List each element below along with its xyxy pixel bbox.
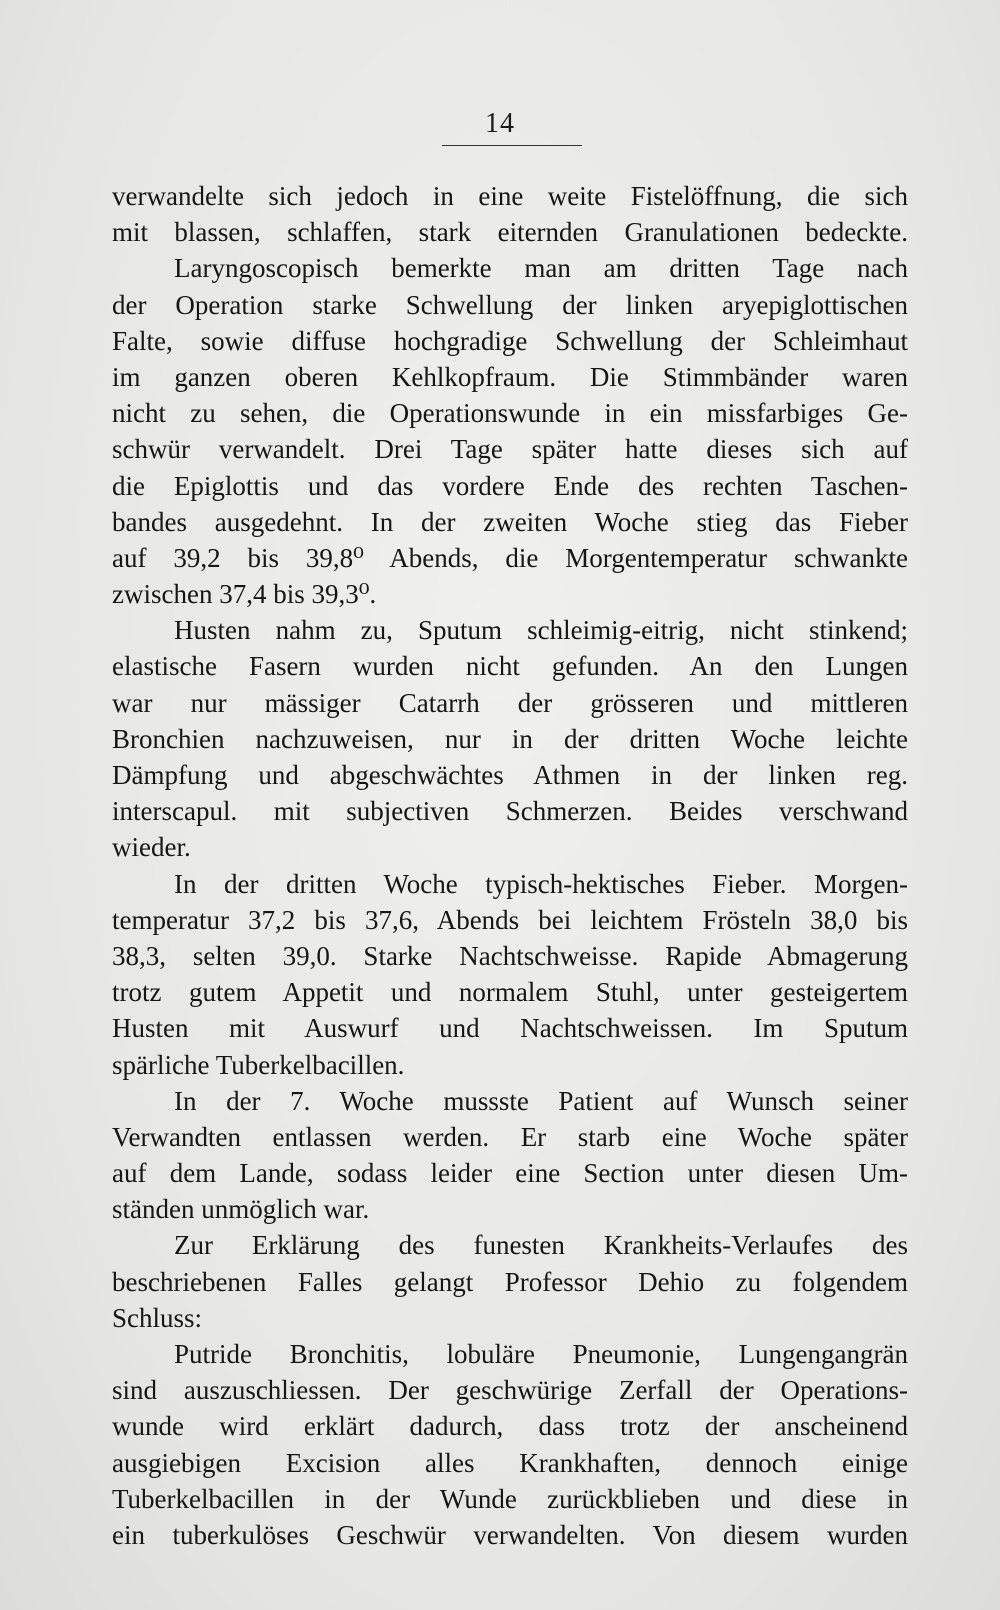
text-line: sind auszuschliessen. Der geschwürige Zerfall der Operations- [112, 1375, 908, 1406]
text-line: war nur mässiger Catarrh der grösseren und mittleren [112, 687, 908, 718]
text-line: auf dem Lande, sodass leider eine Section unter diesen Um- [112, 1158, 908, 1189]
text-line: 38,3, selten 39,0. Starke Nachtschweisse. Rapide Abmagerung [112, 940, 908, 971]
text-line: wieder. [112, 832, 191, 863]
text-line: Falte, sowie diffuse hochgradige Schwellung der Schleimhaut [112, 325, 908, 356]
text-line: ausgiebigen Excision alles Krankhaften, dennoch einige [112, 1447, 908, 1478]
text-line: ständen unmöglich war. [112, 1194, 370, 1225]
text-line: Husten mit Auswurf und Nachtschweissen. Im Sputum [112, 1013, 908, 1044]
text-line: wunde wird erklärt dadurch, dass trotz der anscheinend [112, 1411, 908, 1442]
text-line: Dämpfung und abgeschwächtes Athmen in der linken reg. [112, 760, 908, 790]
text-line: Bronchien nachzuweisen, nur in der dritten Woche leichte [112, 723, 908, 754]
text-line: die Epiglottis und das vordere Ende des rechten Taschen- [112, 470, 908, 501]
text-line: bandes ausgedehnt. In der zweiten Woche stieg das Fieber [112, 506, 908, 537]
text-line: ein tuberkulöses Geschwür verwandelten. Von diesem wurden [112, 1519, 908, 1550]
text-line: beschriebenen Falles gelangt Professor Dehio zu folgendem [112, 1266, 908, 1297]
body-text [112, 178, 908, 1553]
text-line: Verwandten entlassen werden. Er starb eine Woche später [112, 1121, 908, 1152]
text-line: zwischen 37,4 bis 39,3⁰. [112, 579, 377, 610]
text-line: schwür verwandelt. Drei Tage später hatte dieses sich auf [112, 434, 908, 465]
text-line: Zur Erklärung des funesten Krankheits-Verlaufes des [174, 1230, 908, 1261]
text-line: Husten nahm zu, Sputum schleimig-eitrig, nicht stinkend; [174, 615, 908, 646]
text-line: der Operation starke Schwellung der linken aryepiglottischen [112, 289, 908, 320]
text-line: mit blassen, schlaffen, stark eiternden Granulationen bedeckte. [112, 217, 908, 248]
text-line: elastische Fasern wurden nicht gefunden. An den Lungen [112, 651, 908, 682]
text-line: verwandelte sich jedoch in eine weite Fistelöffnung, die sich [112, 181, 908, 211]
text-line: trotz gutem Appetit und normalem Stuhl, unter gesteigertem [112, 977, 908, 1008]
text-line: In der dritten Woche typisch-hektisches Fieber. Morgen- [174, 868, 908, 899]
page-number: 14 [485, 108, 515, 139]
text-line: im ganzen oberen Kehlkopfraum. Die Stimmbänder waren [112, 361, 908, 392]
text-line: spärliche Tuberkelbacillen. [112, 1049, 405, 1080]
text-line: interscapul. mit subjectiven Schmerzen. Beides verschwand [112, 796, 908, 827]
text-line: Laryngoscopisch bemerkte man am dritten Tage nach [174, 253, 908, 284]
text-line: Schluss: [112, 1302, 203, 1333]
text-line: Tuberkelbacillen in der Wunde zurückblieben und diese in [112, 1483, 908, 1514]
text-line: Putride Bronchitis, lobuläre Pneumonie, Lungengangrän [174, 1339, 908, 1369]
header-rule [442, 145, 582, 146]
text-line: In der 7. Woche mussste Patient auf Wunsch seiner [174, 1085, 908, 1116]
text-line: auf 39,2 bis 39,8⁰ Abends, die Morgentemperatur schwankte [112, 542, 908, 573]
text-line: nicht zu sehen, die Operationswunde in ein missfarbiges Ge- [112, 398, 908, 429]
text-line: temperatur 37,2 bis 37,6, Abends bei leichtem Frösteln 38,0 bis [112, 904, 908, 935]
